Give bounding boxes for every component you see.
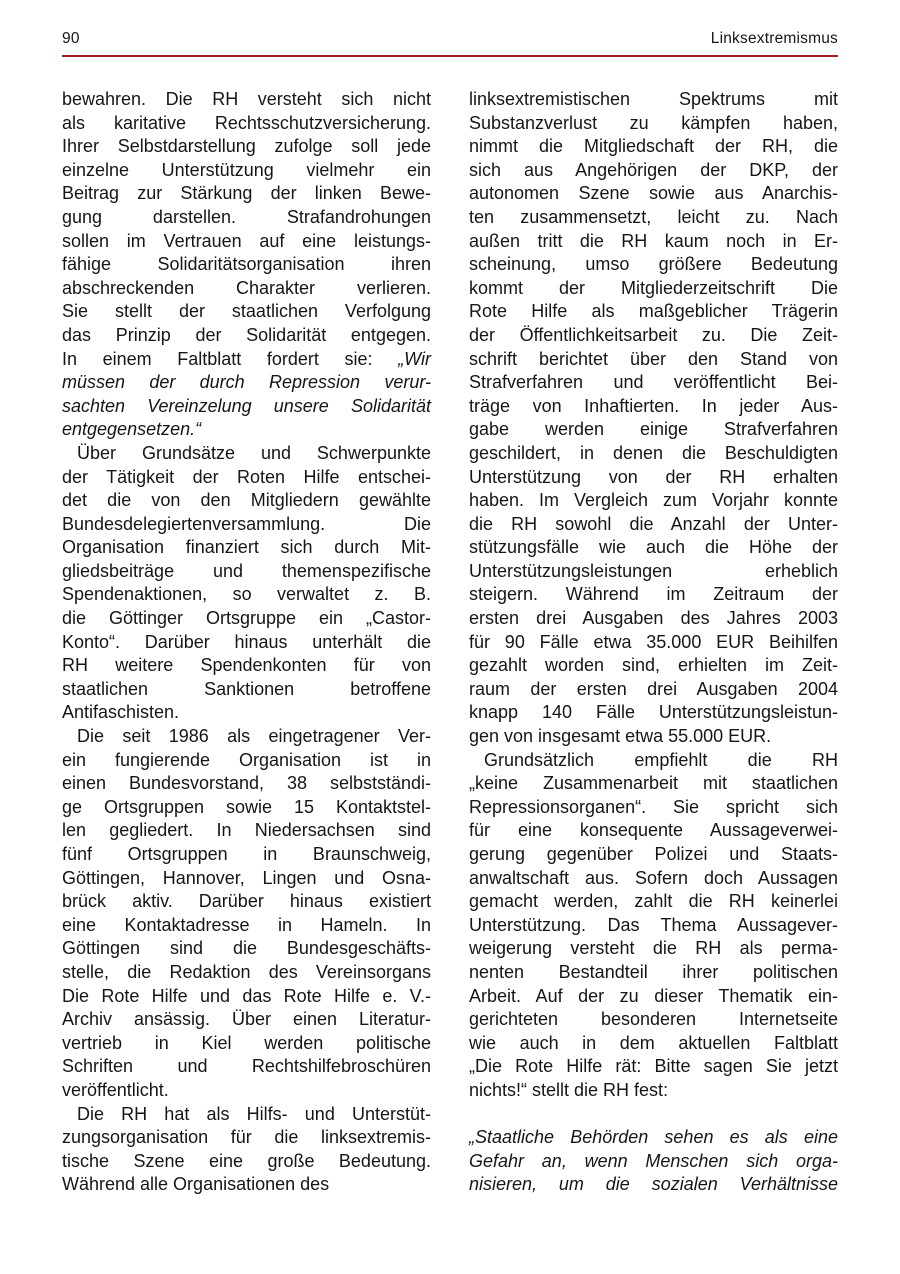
text-run: det die von den Mitgliedern gewählte	[62, 490, 431, 511]
text-line	[62, 1126, 431, 1150]
text-line	[469, 607, 838, 631]
text-line	[469, 583, 838, 607]
text-line	[469, 631, 838, 655]
text-line	[62, 985, 431, 1009]
text-run: Organisation finanziert sich durch Mit-	[62, 537, 431, 558]
text-run: Archiv ansässig. Über einen Literatur-	[62, 1009, 431, 1030]
text-run: schrift berichtet über den Stand von	[469, 348, 838, 369]
text-line	[62, 300, 431, 324]
text-line	[469, 300, 838, 324]
text-line	[62, 654, 431, 678]
text-run: Göttingen, Hannover, Lingen und Osna-	[62, 867, 431, 888]
text-line	[62, 1173, 431, 1197]
text-run: ge Ortsgruppen sowie 15 Kontaktstel-	[62, 796, 431, 817]
text-line	[62, 88, 431, 112]
text-line	[62, 135, 431, 159]
page-header	[62, 30, 838, 48]
text-line	[62, 607, 431, 631]
text-run: gerichteten besonderen Internetseite	[469, 1009, 838, 1030]
text-run: scheinung, umso größere Bedeutung	[469, 254, 838, 275]
text-run: Antifaschisten.	[62, 702, 180, 723]
text-run: Die seit 1986 als eingetragener Ver-	[77, 726, 431, 747]
header-rule	[62, 55, 838, 57]
page-number: 90	[62, 30, 80, 47]
text-line	[469, 937, 838, 961]
text-run: knapp 140 Fälle Unterstützungsleistun-	[469, 702, 838, 723]
text-line	[62, 678, 431, 702]
text-run: die RH sowohl die Anzahl der Unter-	[469, 513, 838, 534]
text-run: Substanzverlust zu kämpfen haben,	[469, 112, 838, 133]
text-line	[469, 418, 838, 442]
text-line	[62, 631, 431, 655]
text-run: Repressionsorganen“. Sie spricht sich	[469, 796, 838, 817]
text-line	[469, 701, 838, 725]
text-line	[469, 88, 838, 112]
text-line	[469, 159, 838, 183]
text-run: fähige Solidaritätsorganisation ihren	[62, 254, 431, 275]
text-line	[62, 159, 431, 183]
text-run: zungsorganisation für die linksextremis-	[62, 1127, 431, 1148]
text-line	[62, 371, 431, 395]
text-run: Beitrag zur Stärkung der linken Bewe-	[62, 183, 431, 204]
left-column	[62, 88, 431, 1197]
text-line	[62, 206, 431, 230]
text-run: gabe werden einige Strafverfahren	[469, 419, 838, 440]
text-line	[62, 583, 431, 607]
text-run: tische Szene eine große Bedeutung.	[62, 1150, 431, 1171]
text-line	[469, 654, 838, 678]
text-line	[62, 701, 431, 725]
text-line	[62, 466, 431, 490]
text-line	[62, 536, 431, 560]
text-run: In einem Faltblatt fordert sie:	[62, 348, 399, 369]
text-line	[62, 230, 431, 254]
text-line	[469, 867, 838, 891]
text-run: len gegliedert. In Niedersachsen sind	[62, 820, 431, 841]
text-line	[62, 1032, 431, 1056]
text-run: Strafverfahren und veröffentlicht Bei-	[469, 372, 838, 393]
text-line	[469, 466, 838, 490]
text-run: sachten Vereinzelung unsere Solidarität	[62, 395, 431, 416]
text-line	[469, 1079, 838, 1103]
text-run: gezahlt worden sind, erhielten im Zeit-	[469, 655, 838, 676]
text-line	[62, 182, 431, 206]
right-column	[469, 88, 838, 1197]
text-run: geschildert, in denen die Beschuldigten	[469, 442, 838, 463]
text-run: gemacht werden, zahlt die RH keinerlei	[469, 891, 838, 912]
text-run: sollen im Vertrauen auf eine leistungs-	[62, 230, 431, 251]
text-run: entgegensetzen.“	[62, 419, 202, 440]
text-line	[469, 1173, 838, 1197]
text-run: Grundsätzlich empfiehlt die RH	[484, 749, 838, 770]
text-line	[469, 230, 838, 254]
text-run: abschreckenden Charakter verlieren.	[62, 277, 431, 298]
text-line	[469, 489, 838, 513]
text-line	[62, 725, 431, 749]
text-line	[469, 206, 838, 230]
text-line	[62, 513, 431, 537]
text-line	[62, 961, 431, 985]
text-run: kommt der Mitgliederzeitschrift Die	[469, 277, 838, 298]
text-line	[469, 796, 838, 820]
text-run: Sie stellt der staatlichen Verfolgung	[62, 301, 431, 322]
text-line	[469, 513, 838, 537]
text-line	[62, 489, 431, 513]
text-run: wie auch in dem aktuellen Faltblatt	[469, 1032, 838, 1053]
text-run: Spendenaktionen, so verwaltet z. B.	[62, 584, 431, 605]
text-run: ten zusammensetzt, leicht zu. Nach	[469, 206, 838, 227]
text-line	[469, 277, 838, 301]
text-run: für eine konsequente Aussageverwei-	[469, 820, 838, 841]
text-run: müssen der durch Repression verur-	[62, 372, 431, 393]
text-line	[469, 371, 838, 395]
text-line	[469, 135, 838, 159]
text-line	[62, 277, 431, 301]
text-line	[62, 348, 431, 372]
blank-line	[469, 1103, 838, 1127]
text-run: „Wir	[398, 348, 431, 369]
text-run: das Prinzip der Solidarität entgegen.	[62, 324, 431, 345]
text-run: Gefahr an, wenn Menschen sich orga-	[469, 1150, 838, 1171]
text-line	[469, 985, 838, 1009]
text-run: Unterstützung. Das Thema Aussagever-	[469, 914, 838, 935]
text-line	[469, 772, 838, 796]
text-run: gerung gegenüber Polizei und Staats-	[469, 844, 838, 864]
text-run: die Göttinger Ortsgruppe ein „Castor-	[62, 608, 431, 629]
text-run: Arbeit. Auf der zu dieser Thematik ein-	[469, 985, 838, 1006]
text-run: weigerung versteht die RH als perma-	[469, 938, 838, 959]
text-line	[62, 1103, 431, 1127]
text-run: einen Bundesvorstand, 38 selbstständi-	[62, 773, 431, 794]
text-run: Unterstützungsleistungen erheblich	[469, 560, 838, 581]
text-run: Die RH hat als Hilfs- und Unterstüt-	[77, 1103, 431, 1124]
text-run: nenten Bestandteil ihrer politischen	[469, 961, 838, 982]
text-line	[62, 843, 431, 867]
text-run: „keine Zusammenarbeit mit staatlichen	[469, 773, 838, 794]
text-line	[469, 1032, 838, 1056]
text-line	[62, 890, 431, 914]
text-run: sich aus Angehörigen der DKP, der	[469, 159, 838, 180]
text-line	[62, 914, 431, 938]
text-run: nimmt die Mitgliedschaft der RH, die	[469, 136, 838, 157]
text-line	[62, 796, 431, 820]
text-run: Schriften und Rechtshilfebroschüren	[62, 1056, 431, 1077]
text-run: gung darstellen. Strafandrohungen	[62, 206, 431, 227]
text-line	[469, 961, 838, 985]
text-line	[62, 1079, 431, 1103]
text-line	[469, 536, 838, 560]
text-run: träge von Inhaftierten. In jeder Aus-	[469, 395, 838, 416]
text-line	[469, 182, 838, 206]
text-line	[469, 442, 838, 466]
text-line	[469, 348, 838, 372]
text-run: Die Rote Hilfe und das Rote Hilfe e. V.-	[62, 985, 431, 1006]
text-run: linksextremistischen Spektrums mit	[469, 89, 838, 109]
text-line	[469, 1126, 838, 1150]
text-line	[62, 418, 431, 442]
text-line	[469, 819, 838, 843]
text-run: Rote Hilfe als maßgeblicher Trägerin	[469, 301, 838, 322]
text-run: ersten drei Ausgaben des Jahres 2003	[469, 608, 838, 629]
text-line	[469, 890, 838, 914]
text-run: bewahren. Die RH versteht sich nicht	[62, 89, 431, 109]
text-run: eine Kontaktadresse in Hameln. In	[62, 914, 431, 935]
text-line	[469, 112, 838, 136]
text-run: stelle, die Redaktion des Vereinsorgans	[62, 961, 431, 982]
text-line	[62, 442, 431, 466]
text-run: gen von insgesamt etwa 55.000 EUR.	[469, 726, 772, 747]
text-run: außen tritt die RH kaum noch in Er-	[469, 230, 838, 251]
text-line	[62, 1150, 431, 1174]
text-line	[469, 914, 838, 938]
text-run: Unterstützung von der RH erhalten	[469, 466, 838, 487]
text-line	[469, 1055, 838, 1079]
text-run: haben. Im Vergleich zum Vorjahr konnte	[469, 490, 838, 511]
text-run: ein fungierende Organisation ist in	[62, 749, 431, 770]
text-line	[62, 937, 431, 961]
text-run: steigern. Während im Zeitraum der	[469, 584, 838, 605]
text-run: veröffentlicht.	[62, 1079, 169, 1100]
text-run: Ihrer Selbstdarstellung zufolge soll jede	[62, 136, 431, 157]
text-line	[62, 1055, 431, 1079]
text-line	[62, 560, 431, 584]
text-run: gliedsbeiträge und themenspezifische	[62, 560, 431, 581]
text-line	[62, 749, 431, 773]
text-line	[62, 395, 431, 419]
text-run: Göttingen sind die Bundesgeschäfts-	[62, 938, 431, 959]
text-line	[62, 324, 431, 348]
text-line	[469, 1150, 838, 1174]
text-run: stützungsfälle wie auch die Höhe der	[469, 537, 838, 558]
text-run: RH weitere Spendenkonten für von	[62, 655, 431, 676]
body-columns	[62, 88, 838, 1197]
text-run: Konto“. Darüber hinaus unterhält die	[62, 631, 431, 652]
text-run: brück aktiv. Darüber hinaus existiert	[62, 891, 431, 912]
text-run: Während alle Organisationen des	[62, 1174, 330, 1195]
text-run: nichts!“ stellt die RH fest:	[469, 1079, 669, 1100]
text-run: nisieren, um die sozialen Verhältnisse	[469, 1174, 838, 1195]
text-run: „Die Rote Hilfe rät: Bitte sagen Sie jetzt	[469, 1056, 838, 1077]
text-line	[62, 772, 431, 796]
text-line	[62, 253, 431, 277]
text-run: der Tätigkeit der Roten Hilfe entschei-	[62, 466, 431, 487]
text-line	[62, 112, 431, 136]
text-run: einzelne Unterstützung vielmehr ein	[62, 159, 431, 180]
text-run: für 90 Fälle etwa 35.000 EUR Beihilfen	[469, 631, 838, 652]
text-line	[62, 819, 431, 843]
text-line	[469, 843, 838, 867]
text-run: als karitative Rechtsschutzversicherung.	[62, 112, 431, 133]
text-run: „Staatliche Behörden sehen es als eine	[469, 1127, 838, 1148]
text-line	[62, 1008, 431, 1032]
text-run: Über Grundsätze und Schwerpunkte	[77, 442, 431, 463]
text-line	[469, 253, 838, 277]
text-run: anwaltschaft aus. Sofern doch Aussagen	[469, 867, 838, 888]
text-line	[469, 725, 838, 749]
section-title: Linksextremismus	[710, 30, 838, 47]
text-run: vertrieb in Kiel werden politische	[62, 1032, 431, 1053]
text-run: raum der ersten drei Ausgaben 2004	[469, 678, 838, 699]
text-line	[469, 395, 838, 419]
text-run: Bundesdelegiertenversammlung. Die	[62, 513, 431, 534]
text-line	[469, 1008, 838, 1032]
text-run: fünf Ortsgruppen in Braunschweig,	[62, 844, 431, 864]
text-line	[469, 749, 838, 773]
text-run: autonomen Szene sowie aus Anarchis-	[469, 183, 838, 204]
text-line	[62, 867, 431, 891]
text-line	[469, 678, 838, 702]
text-run: der Öffentlichkeitsarbeit zu. Die Zeit-	[469, 324, 838, 345]
text-line	[469, 560, 838, 584]
text-line	[469, 324, 838, 348]
text-run: staatlichen Sanktionen betroffene	[62, 678, 431, 699]
